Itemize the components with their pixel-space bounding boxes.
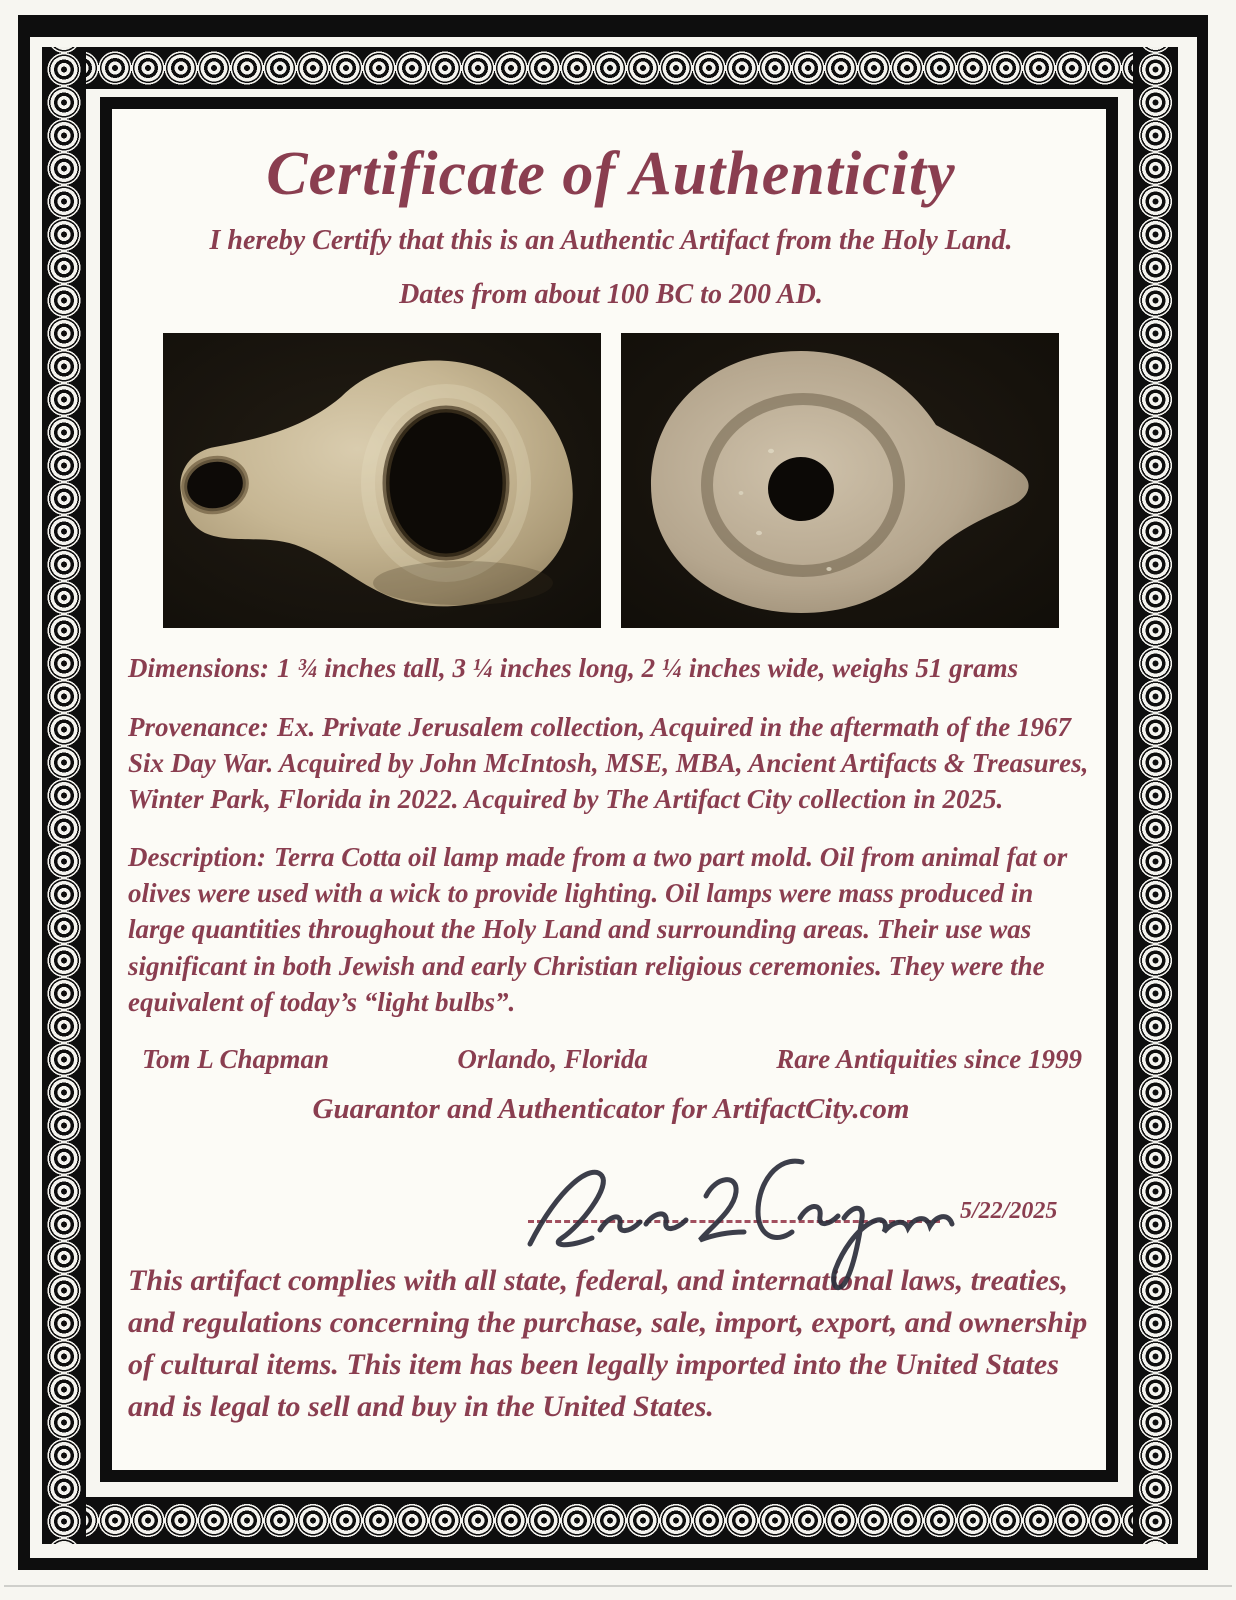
- description-text: Terra Cotta oil lamp made from a two part mold. Oil from animal fat or olives were used with a wick to provide lighting. Oil lamps were mass produced in large quantities throughout the Holy Land and surrounding areas. Their use was significant in both Jewish and early Christian religious ceremonies. They were the equivalent of today’s “light bulbs”.: [128, 842, 1068, 1017]
- certificate-title: Certificate of Authenticity: [266, 140, 956, 208]
- provenance-label: Provenance:: [128, 711, 269, 742]
- circle-band-left: [42, 47, 86, 1544]
- artifact-photo-top-view: [621, 333, 1059, 628]
- signer-row: [128, 1044, 1094, 1075]
- provenance-text: Ex. Private Jerusalem collection, Acquired in the aftermath of the 1967 Six Day War. Acquired by John McIntosh, MSE, MBA, Ancient Artifacts & Treasures, Winter Park, Florida in 2022. Acquired by The Artifact City collection in 2025.: [128, 711, 1089, 814]
- certify-statement: I hereby Certify that this is an Authentic Artifact from the Holy Land.: [209, 225, 1013, 257]
- authenticator-role-line: Guarantor and Authenticator for ArtifactCity.com: [312, 1092, 910, 1125]
- dimensions-section: [128, 650, 1094, 686]
- signature-block: [128, 1132, 1094, 1244]
- signer-location: Orlando, Florida: [457, 1043, 648, 1074]
- circle-band-bottom: [42, 1497, 1178, 1544]
- legal-compliance-statement: This artifact complies with all state, federal, and international laws, treaties, and regulations concerning the purchase, sale, import, export, and ownership of cultural items. This item has been legally imported into the United States and is legal to sell and buy in the United States.: [128, 1263, 1088, 1423]
- circle-band-right: [1133, 47, 1178, 1544]
- signature-date: 5/22/2025: [960, 1197, 1058, 1224]
- signer-name: Tom L Chapman: [142, 1043, 330, 1074]
- dimensions-label: Dimensions:: [128, 653, 270, 684]
- oil-lamp-top-illustration: [621, 333, 1059, 628]
- description-section: [128, 839, 1094, 1020]
- dimensions-text: 1 ¾ inches tall, 3 ¼ inches long, 2 ¼ inches wide, weighs 51 grams: [277, 653, 1019, 684]
- artifact-photos: [128, 333, 1094, 628]
- oil-lamp-side-illustration: [163, 333, 601, 628]
- date-range-statement: Dates from about 100 BC to 200 AD.: [399, 279, 823, 311]
- signer-tagline: Rare Antiquities since 1999: [776, 1043, 1082, 1074]
- provenance-section: [128, 709, 1094, 818]
- artifact-photo-side-view: [163, 333, 601, 628]
- certificate-content: [114, 112, 1108, 1470]
- description-label: Description:: [128, 842, 266, 873]
- signature-handwriting: [500, 1126, 960, 1291]
- scanner-edge-artifact: [4, 1585, 1232, 1587]
- circle-band-top: [42, 47, 1178, 89]
